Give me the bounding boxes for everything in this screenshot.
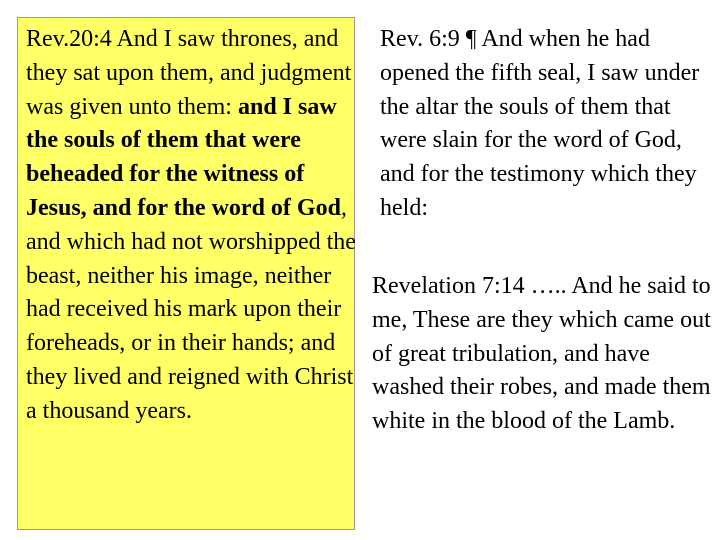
rev-20-4-passage [26,23,356,429]
rev-20-4-intro: Rev.20:4 And I saw thrones, and they sat upon them, and judgment was given unto them: [26,26,352,120]
rev-20-4-bold-text: and I saw the souls of them that were beheaded for the witness of Jesus, and for the word of God [26,93,341,221]
rev-7-14-passage: Revelation 7:14 ….. And he said to me, These are they which came out of great tribulation, and have washed their robes, and made them white in the blood of the Lamb. [372,273,711,435]
rev-20-4-rest: , and which had not worshipped the beast, neither his image, neither had received his mark upon their foreheads, or in their hands; and they lived and reigned with Christ a thousand years. [26,194,356,424]
rev-6-9-passage: Rev. 6:9 ¶ And when he had opened the fifth seal, I saw under the altar the souls of them that were slain for the word of God, and for the testimony which they held: [380,26,700,221]
